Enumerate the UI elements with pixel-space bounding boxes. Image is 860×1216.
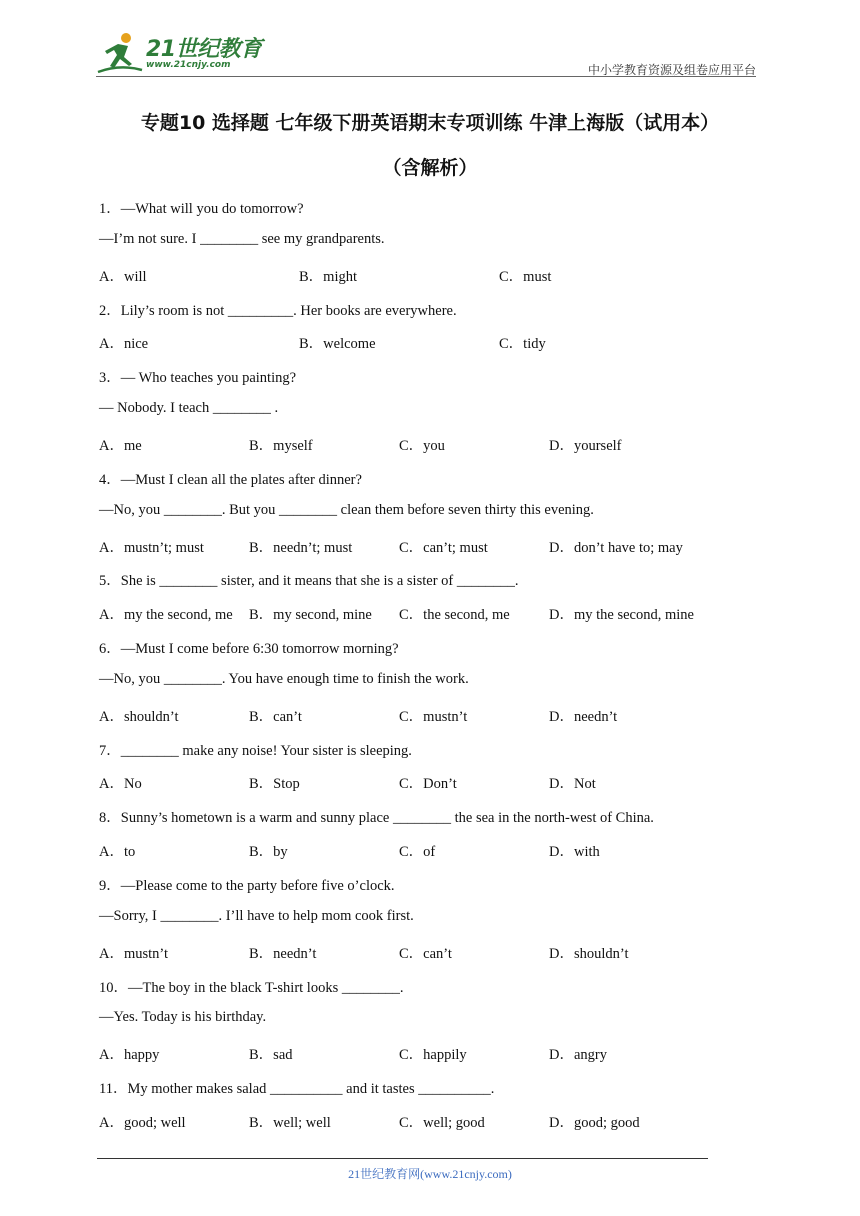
footer-divider	[97, 1158, 708, 1159]
question-stem: 9．—Please come to the party before five o’clock.	[99, 878, 395, 894]
question-stem: 6．—Must I come before 6:30 tomorrow morning?	[99, 641, 399, 658]
answer-option[interactable]: A．will	[99, 268, 147, 285]
answer-option[interactable]: D．shouldn’t	[549, 945, 629, 962]
answer-option[interactable]: B．by	[249, 844, 288, 861]
answer-option[interactable]: A．No	[99, 776, 142, 793]
answer-option[interactable]: A．happy	[99, 1047, 160, 1064]
answer-option[interactable]: C．happily	[399, 1047, 467, 1064]
question-stem: 10．—The boy in the black T-shirt looks ________.	[99, 979, 404, 996]
question-stem: 8．Sunny’s hometown is a warm and sunny place ________ the sea in the north-west of China.	[99, 810, 654, 827]
runner-logo-icon	[96, 30, 144, 76]
answer-option[interactable]: C．Don’t	[399, 776, 457, 793]
answer-option[interactable]: A．mustn’t	[99, 945, 169, 962]
answer-option[interactable]: D．good; good	[549, 1114, 640, 1131]
question-reply: —Yes. Today is his birthday.	[99, 1009, 267, 1026]
answer-option[interactable]: A．me	[99, 437, 142, 454]
answer-option[interactable]: C．well; good	[399, 1114, 485, 1131]
answer-option[interactable]: D．angry	[549, 1047, 607, 1064]
answer-option[interactable]: C．of	[399, 844, 436, 861]
answer-option[interactable]: D．yourself	[549, 437, 622, 454]
header-tagline: 中小学教育资源及组卷应用平台	[587, 63, 756, 77]
answer-option[interactable]: B．can’t	[249, 708, 302, 725]
answer-option[interactable]: B．needn’t	[249, 945, 317, 962]
footer-link[interactable]: 21世纪教育网(www.21cnjy.com)	[348, 1167, 512, 1181]
page-subtitle: （含解析）	[382, 157, 478, 179]
answer-option[interactable]: B．sad	[249, 1047, 293, 1064]
question-stem: 2．Lily’s room is not _________. Her books are everywhere.	[99, 302, 457, 319]
answer-option[interactable]: B．welcome	[299, 336, 376, 353]
answer-option[interactable]: D．with	[549, 844, 600, 861]
question-stem: 4．—Must I clean all the plates after dinner?	[99, 471, 362, 488]
answer-option[interactable]: C．you	[399, 437, 445, 454]
header-divider	[96, 76, 756, 77]
answer-option[interactable]: D．needn’t	[549, 708, 618, 725]
answer-option[interactable]: C．must	[499, 268, 552, 285]
answer-option[interactable]: D．don’t have to; may	[549, 539, 683, 556]
answer-option[interactable]: A．my the second, me	[99, 607, 233, 624]
question-stem: 3．— Who teaches you painting?	[99, 370, 297, 387]
question-reply: —No, you ________. You have enough time to finish the work.	[99, 670, 469, 687]
question-stem: 5．She is ________ sister, and it means that she is a sister of ________.	[99, 573, 519, 590]
answer-option[interactable]: B．needn’t; must	[249, 539, 353, 556]
question-reply: —No, you ________. But you ________ clean them before seven thirty this evening.	[99, 501, 594, 518]
page-title: 专题10 选择题 七年级下册英语期末专项训练 牛津上海版（试用本）	[140, 112, 720, 134]
question-stem: 1．—What will you do tomorrow?	[99, 201, 304, 217]
logo-wordmark: 21世纪教育	[146, 37, 262, 62]
answer-option[interactable]: A．nice	[99, 336, 149, 353]
answer-option[interactable]: B．my second, mine	[249, 607, 372, 624]
answer-option[interactable]: C．tidy	[499, 336, 546, 353]
question-stem: 7．________ make any noise! Your sister is sleeping.	[99, 742, 412, 759]
answer-option[interactable]: B．might	[299, 268, 358, 285]
question-stem: 11．My mother makes salad __________ and it tastes __________.	[99, 1081, 495, 1098]
answer-option[interactable]: D．my the second, mine	[549, 607, 694, 624]
answer-option[interactable]: C．can’t	[399, 945, 452, 962]
answer-option[interactable]: A．good; well	[99, 1114, 186, 1131]
answer-option[interactable]: C．can’t; must	[399, 539, 488, 556]
answer-option[interactable]: A．mustn’t; must	[99, 539, 204, 556]
answer-option[interactable]: A．to	[99, 844, 136, 861]
site-logo	[96, 30, 266, 76]
answer-option[interactable]: C．mustn’t	[399, 708, 468, 725]
answer-option[interactable]: D．Not	[549, 776, 596, 793]
answer-option[interactable]: B．myself	[249, 437, 313, 454]
logo-url: www.21cnjy.com	[146, 60, 231, 70]
page-header	[96, 30, 756, 78]
answer-option[interactable]: C．the second, me	[399, 607, 510, 624]
answer-option[interactable]: B．well; well	[249, 1114, 331, 1131]
question-reply: —Sorry, I ________. I’ll have to help mom cook first.	[99, 907, 414, 924]
question-reply: — Nobody. I teach ________ .	[99, 400, 279, 417]
answer-option[interactable]: A．shouldn’t	[99, 708, 179, 725]
question-reply: —I’m not sure. I ________ see my grandparents.	[99, 230, 385, 247]
answer-option[interactable]: B．Stop	[249, 776, 300, 793]
